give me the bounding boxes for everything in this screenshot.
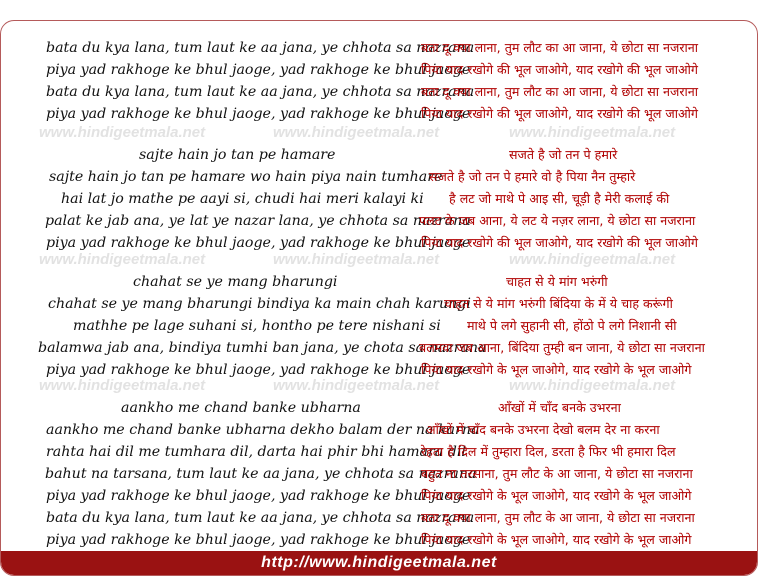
verse-2-hi-line-2: सजते है जो तन पे हमारे वो है पिया नैन तुम्हारे: [429, 169, 636, 184]
verse-4-en-line-3: rahta hai dil me tumhara dil, darta hai phir bhi hamara dil: [46, 444, 466, 460]
verse-2-en-line-5: piya yad rakhoge ke bhul jaoge, yad rakhoge ke bhul jaoge: [46, 235, 471, 251]
verse-4-en-line-7: piya yad rakhoge ke bhul jaoge, yad rakhoge ke bhul jaoge: [46, 532, 471, 548]
footer-bar: [1, 551, 757, 575]
verse-2-hi-line-3: है लट जो माथे पे आइ सी, चूड़ी है मेरी कलाई की: [449, 191, 670, 206]
footer-url-link[interactable]: http://www.hindigeetmala.net: [261, 554, 497, 571]
verse-4-en-line-6: bata du kya lana, tum laut ke aa jana, ye chhota sa nazrana: [46, 510, 475, 526]
verse-3-hi-line-2: चाहत से ये मांग भरुंगी बिंदिया के में ये चाह करूंगी: [444, 296, 673, 311]
verse-4-hi-line-6: बता दू क्या लाना, तुम लौट के आ जाना, ये छोटा सा नजराना: [421, 510, 695, 525]
watermark: www.hindigeetmala.net: [509, 251, 676, 268]
verse-3-en-line-3: mathhe pe lage suhani si, hontho pe tere nishani si: [73, 318, 441, 334]
watermark: www.hindigeetmala.net: [273, 251, 440, 268]
verse-3-en-line-5: piya yad rakhoge ke bhul jaoge, yad rakhoge ke bhul jaoge: [46, 362, 471, 378]
verse-4-en-line-1: aankho me chand banke ubharna: [121, 400, 361, 416]
verse-3-en-line-4: balamwa jab ana, bindiya tumhi ban jana, ye chota sa nazrana: [38, 340, 487, 356]
verse-4-hi-line-3: रेहता है दिल में तुम्हारा दिल, डरता है फिर भी हमारा दिल: [421, 444, 676, 459]
watermark: www.hindigeetmala.net: [273, 377, 440, 394]
verse-4-en-line-5: piya yad rakhoge ke bhul jaoge, yad rakhoge ke bhul jaoge: [46, 488, 471, 504]
verse-2-en-line-2: sajte hain jo tan pe hamare wo hain piya nain tumhare: [49, 169, 443, 185]
verse-4-hi-line-7: पिया याद रखोगे के भूल जाओगे, याद रखोगे के भूल जाओगे: [421, 532, 692, 547]
verse-2-en-line-1: sajte hain jo tan pe hamare: [139, 147, 336, 163]
verse-2-hi-line-1: सजते है जो तन पे हमारे: [509, 147, 618, 162]
watermark: www.hindigeetmala.net: [39, 124, 206, 141]
verse-4-hi-line-4: बहुत ना तरसाना, तुम लौट के आ जाना, ये छोटा सा नजराना: [421, 466, 693, 481]
verse-1-en-line-1: bata du kya lana, tum laut ke aa jana, ye chhota sa nazrana: [46, 40, 475, 56]
verse-3-hi-line-4: बलमवा जब आना, बिंदिया तुम्ही बन जाना, ये छोटा सा नजराना: [419, 340, 705, 355]
watermark: www.hindigeetmala.net: [273, 124, 440, 141]
verse-1-en-line-3: bata du kya lana, tum laut ke aa jana, ye chhota sa nazrana: [46, 84, 475, 100]
verse-4-hi-line-5: पिया याद रखोगे के भूल जाओगे, याद रखोगे के भूल जाओगे: [421, 488, 692, 503]
verse-1-en-line-2: piya yad rakhoge ke bhul jaoge, yad rakhoge ke bhul jaoge: [46, 62, 471, 78]
watermark: www.hindigeetmala.net: [509, 124, 676, 141]
verse-4-hi-line-1: आँखों में चाँद बनके उभरना: [498, 400, 621, 415]
verse-3-hi-line-3: माथे पे लगे सुहानी सी, होंठो पे लगे निशानी सी: [467, 318, 677, 333]
lyrics-frame: [0, 20, 758, 576]
verse-2-en-line-3: hai lat jo mathe pe aayi si, chudi hai meri kalayi ki: [61, 191, 424, 207]
verse-3-hi-line-5: पिया याद रखोगे के भूल जाओगे, याद रखोगे के भूल जाओगे: [421, 362, 692, 377]
verse-2-en-line-4: palat ke jab ana, ye lat ye nazar lana, ye chhota sa nazrana: [45, 213, 471, 229]
verse-1-hi-line-1: बता दू क्या लाना, तुम लौट का आ जाना, ये छोटा सा नजराना: [421, 40, 699, 55]
watermark: www.hindigeetmala.net: [39, 377, 206, 394]
verse-4-hi-line-2: आँखों में चाँद बनके उभरना देखो बलम देर ना करना: [426, 422, 660, 437]
watermark: www.hindigeetmala.net: [39, 251, 206, 268]
verse-3-hi-line-1: चाहत से ये मांग भरुंगी: [506, 274, 608, 289]
verse-4-en-line-2: aankho me chand banke ubharna dekho balam der na karna: [46, 422, 480, 438]
verse-3-en-line-2: chahat se ye mang bharungi bindiya ka main chah karungi: [48, 296, 471, 312]
verse-1-en-line-4: piya yad rakhoge ke bhul jaoge, yad rakhoge ke bhul jaoge: [46, 106, 471, 122]
verse-4-en-line-4: bahut na tarsana, tum laut ke aa jana, ye chhota sa nazrana: [45, 466, 477, 482]
verse-1-hi-line-3: बता दू क्या लाना, तुम लौट का आ जाना, ये छोटा सा नजराना: [421, 84, 699, 99]
verse-2-hi-line-4: पलट के जब आना, ये लट ये नज़र लाना, ये छोटा सा नजराना: [419, 213, 696, 228]
verse-3-en-line-1: chahat se ye mang bharungi: [133, 274, 338, 290]
watermark: www.hindigeetmala.net: [509, 377, 676, 394]
verse-1-hi-line-4: पिया याद रखोगे की भूल जाओगे, याद रखोगे की भूल जाओगे: [421, 106, 698, 121]
verse-2-hi-line-5: पिया याद रखोगे की भूल जाओगे, याद रखोगे की भूल जाओगे: [421, 235, 698, 250]
verse-1-hi-line-2: पिया याद रखोगे की भूल जाओगे, याद रखोगे की भूल जाओगे: [421, 62, 698, 77]
